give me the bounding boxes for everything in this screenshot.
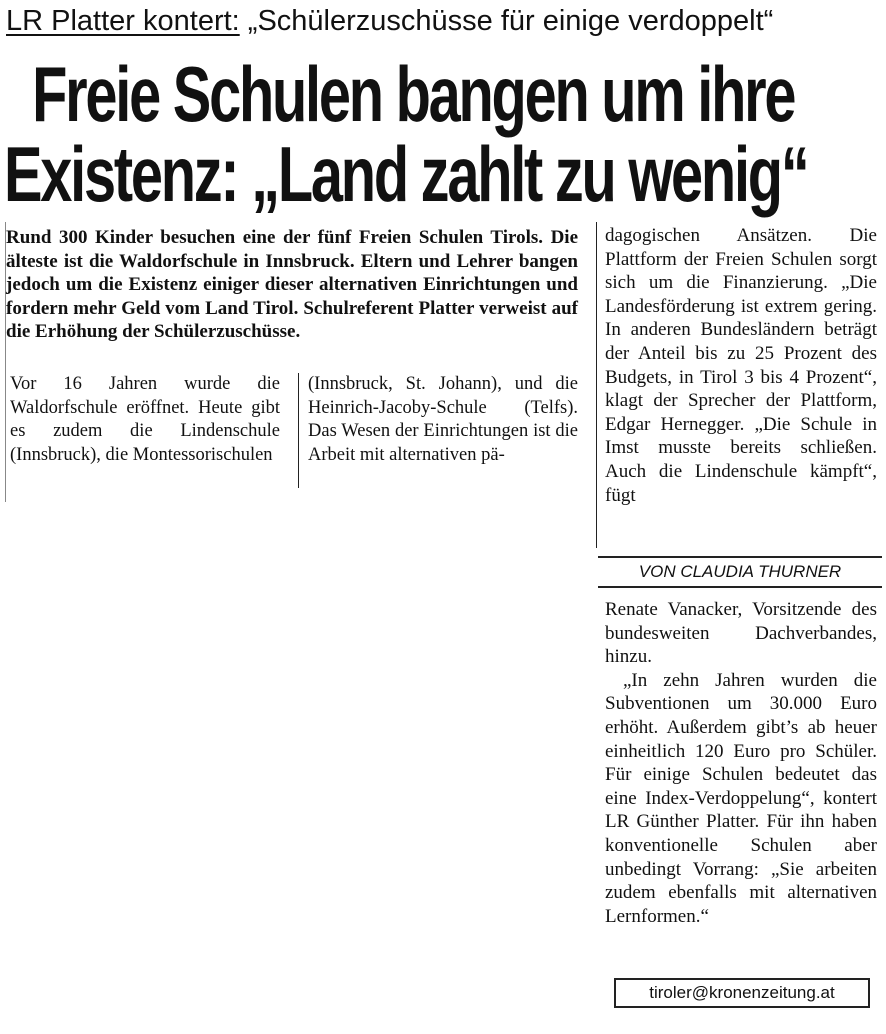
kicker-label: LR Platter kontert: (6, 5, 240, 37)
headline-line-1: Freie Schulen bangen um ihre (32, 50, 795, 138)
author-byline: VON CLAUDIA THURNER (598, 556, 882, 588)
body-column-1: Vor 16 Jahren wurde die Waldorfschule eröffnet. Heute gibt es zudem die Lindenschule (Innsbruck), die Montessorischulen (10, 374, 280, 465)
body-paragraph: „In zehn Jahren wurden die Subventionen um 30.000 Euro erhöht. Außerdem gibt’s ab heuer einheitlich 120 Euro pro Schüler. Für einige Schulen bedeutet das eine Index-Verdoppelung“, kontert LR Günther Platter. Für ihn haben konventionelle Schulen aber unbedingt Vorrang: „Sie arbeiten zudem ebenfalls mit alternativen Lernformen.“ (605, 669, 877, 927)
body-column-3: dagogischen Ansätzen. Die Plattform der Freien Schulen sorgt sich um die Finanzierung. „Die Landesförderung ist extrem gering. In anderen Bundesländern beträgt der Anteil bis zu 25 Prozent des Budgets, in Tirol 3 bis 4 Prozent“, klagt der Sprecher der Plattform, Edgar Hernegger. „Die Schule in Imst musste bereits schließen. Auch die Lindenschule kämpft“, fügt (605, 225, 877, 506)
column-divider (298, 373, 299, 488)
body-column-2: (Innsbruck, St. Johann), und die Heinrich-Jacoby-Schule (Telfs). Das Wesen der Einrichtungen ist die Arbeit mit alternativen pä- (308, 374, 578, 465)
body-column-4 (605, 598, 877, 928)
contact-email: tiroler@kronenzeitung.at (614, 978, 870, 1008)
headline-line-2: Existenz: „Land zahlt zu wenig“ (4, 130, 808, 218)
body-paragraph: Renate Vanacker, Vorsitzende des bundesweiten Dachverbandes, hinzu. (605, 599, 877, 668)
kicker-quote: „Schülerzuschüsse für einige verdoppelt“ (247, 5, 774, 37)
article-headline (4, 50, 808, 218)
column-divider (596, 222, 597, 548)
article-lead: Rund 300 Kinder besuchen eine der fünf Freien Schulen Tirols. Die älteste ist die Waldorfschule in Innsbruck. Eltern und Lehrer bangen jedoch um die Existenz einiger dieser alternativen Einrichtungen und fordern mehr Geld vom Land Tirol. Schulreferent Platter verweist auf die Erhöhung der Schülerzuschüsse. (6, 227, 578, 343)
article-kicker (6, 2, 884, 40)
